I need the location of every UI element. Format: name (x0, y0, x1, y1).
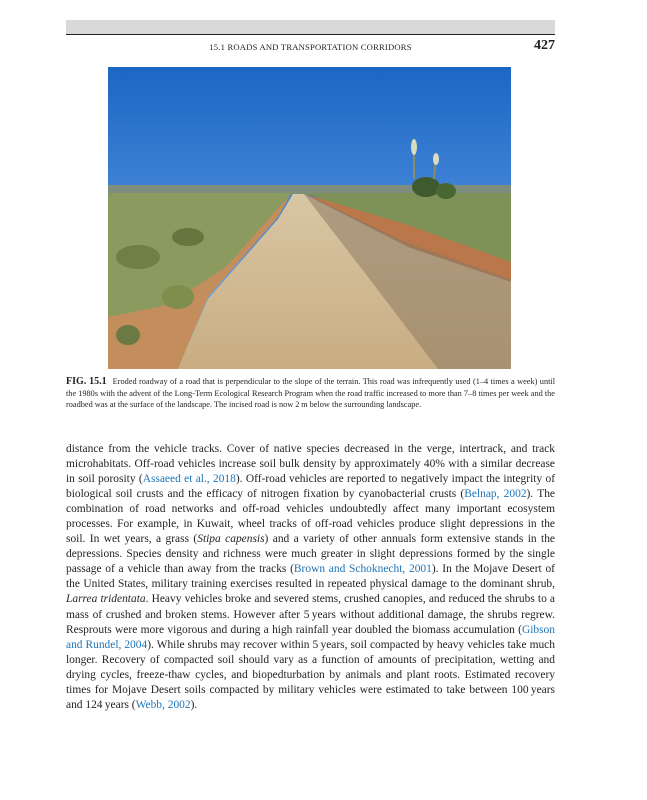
citation-link[interactable]: Assaeed et al., 2018 (142, 473, 236, 486)
header-rule (66, 34, 555, 35)
body-paragraph (66, 442, 555, 713)
eroded-road-photo (108, 67, 511, 369)
citation-link[interactable]: Belnap, 2002 (464, 488, 527, 501)
species-name: Stipa capensis (197, 533, 265, 546)
body-text-segment: ). Off-road vehicles are reported to negatively impact the integrity of biological soil crusts and the efficacy of nitrogen fixation by cyanobacterial crusts ( (66, 473, 555, 501)
body-text-segment: . Heavy vehicles broke and severed stems, crushed canopies, and reduced the shrubs to a mass of crushed and broken stems. However after 5 years without additional damage, the shrubs regrew. Resprouts were more vigorous and during a high rainfall year doubled the biomass accumulation ( (66, 593, 556, 636)
figure-label: FIG. 15.1 (66, 376, 107, 387)
body-text-segment: distance from the vehicle tracks. Cover of native species decreased in the verge, intertrack, and track microhabitats. Off-road vehicles increase soil bulk density by approximately 40% with a similar decrease in soil porosity ( (66, 443, 555, 486)
species-name: Larrea tridentata (66, 593, 146, 606)
body-text-segment: ) and a variety of other annuals form extensive stands in the depressions. Species density and richness were much greater in slight depressions formed by the single passage of a vehicle than away from the tracks ( (66, 533, 555, 576)
citation-link[interactable]: Gibson and Rundel, 2004 (66, 623, 555, 651)
body-text-segment: ). (190, 698, 198, 711)
body-text-segment: ). While shrubs may recover within 5 years, soil compacted by heavy vehicles take much longer. Recovery of compacted soil should vary as a function of amounts of precipitation, wetting and drying cycles, freeze-thaw cycles, and biopedturbation by animals and plant roots. Estimated recovery times for Mojave Desert soils compacted by military vehicles were estimated to take between 100 years and 124 years ( (66, 638, 555, 711)
figure-caption (66, 376, 555, 411)
citation-link[interactable]: Brown and Schoknecht, 2001 (293, 563, 432, 576)
citation-link[interactable]: Webb, 2002 (135, 698, 191, 711)
top-band (66, 20, 555, 34)
figure-photo (108, 67, 511, 369)
page-number: 427 (534, 38, 555, 53)
caption-text: Eroded roadway of a road that is perpendicular to the slope of the terrain. This road was infrequently used (1–4 times a week) until the 1980s with the advent of the Long-Term Ecological Research Program when the road traffic increased to more than 7–8 times per week and the roadbed was at the surface of the landscape. The incised road is now 2 m below the surrounding landscape. (66, 377, 556, 410)
body-text-segment: ). In the Mojave Desert of the United States, military training exercises resulted in repeated physical damage to the dominant shrub, (66, 563, 555, 591)
running-title: 15.1 ROADS AND TRANSPORTATION CORRIDORS (209, 42, 412, 52)
running-head (66, 40, 555, 54)
body-text-segment: ). The combination of road networks and off-road vehicles undoubtedly affect many important ecosystem processes. For example, in Kuwait, wheel tracks of off-road vehicles produce slight depressions in the soil. In wet years, a grass ( (66, 488, 555, 546)
